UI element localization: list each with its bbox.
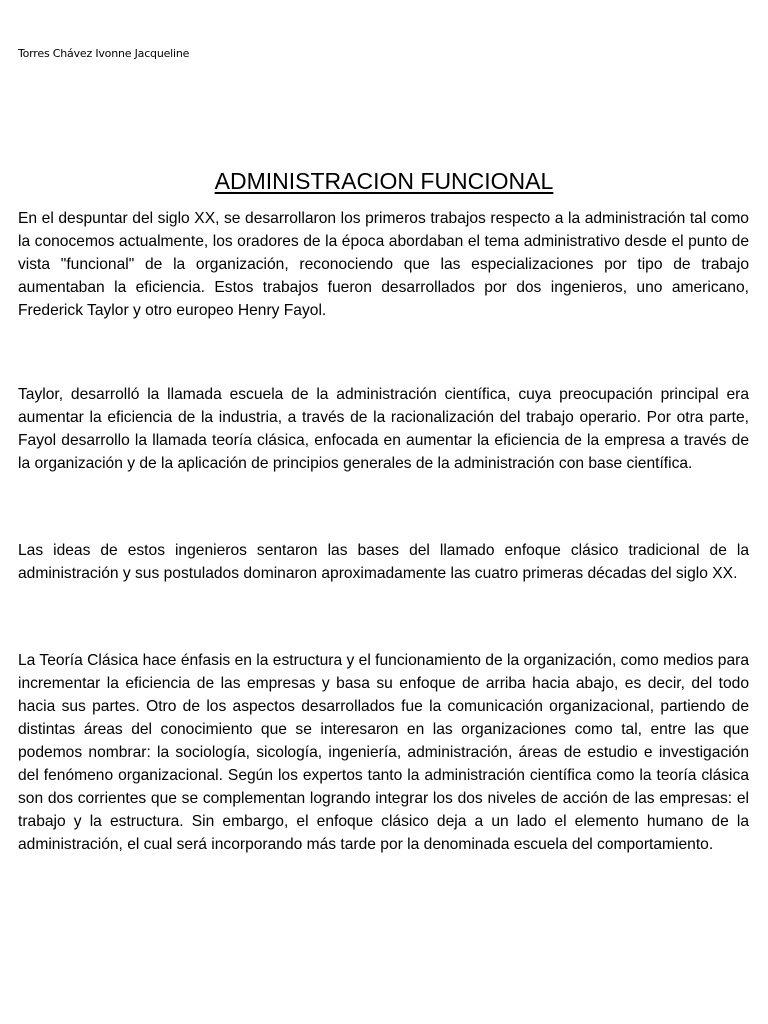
author-name: Torres Chávez Ivonne Jacqueline (18, 47, 190, 60)
document-title: ADMINISTRACION FUNCIONAL (214, 168, 554, 194)
paragraph-2: Taylor, desarrolló la llamada escuela de la administración científica, cuya preocupación principal era aumentar la eficiencia de la industria, a través de la racionalización del trabajo operario. Por otra parte, Fayol desarrollo la llamada teoría clásica, enfocada en aumentar la eficiencia de la empresa a través de la organización y de la aplicación de principios generales de la administración con base científica. (18, 386, 749, 472)
paragraph-1: En el despuntar del siglo XX, se desarrollaron los primeros trabajos respecto a la administración tal como la conocemos actualmente, los oradores de la época abordaban el tema administrativo desde el punto de vista "funcional" de la organización, reconociendo que las especializaciones por tipo de trabajo aumentaban la eficiencia. Estos trabajos fueron desarrollados por dos ingenieros, uno americano, Frederick Taylor y otro europeo Henry Fayol. (18, 210, 749, 319)
paragraph-3: Las ideas de estos ingenieros sentaron las bases del llamado enfoque clásico tradicional de la administración y sus postulados dominaron aproximadamente las cuatro primeras décadas del siglo XX. (18, 542, 749, 582)
paragraph-4: La Teoría Clásica hace énfasis en la estructura y el funcionamiento de la organización, como medios para incrementar la eficiencia de las empresas y basa su enfoque de arriba hacia abajo, es decir, del todo hacia sus partes. Otro de los aspectos desarrollados fue la comunicación organizacional, partiendo de distintas áreas del conocimiento que se interesaron en las organizaciones como tal, entre las que podemos nombrar: la sociología, sicología, ingeniería, administración, áreas de estudio e investigación del fenómeno organizacional. Según los expertos tanto la administración científica como la teoría clásica son dos corrientes que se complementan logrando integrar los dos niveles de acción de las empresas: el trabajo y la estructura. Sin embargo, el enfoque clásico deja a un lado el elemento humano de la administración, el cual será incorporando más tarde por la denominada escuela del comportamiento. (18, 652, 749, 853)
